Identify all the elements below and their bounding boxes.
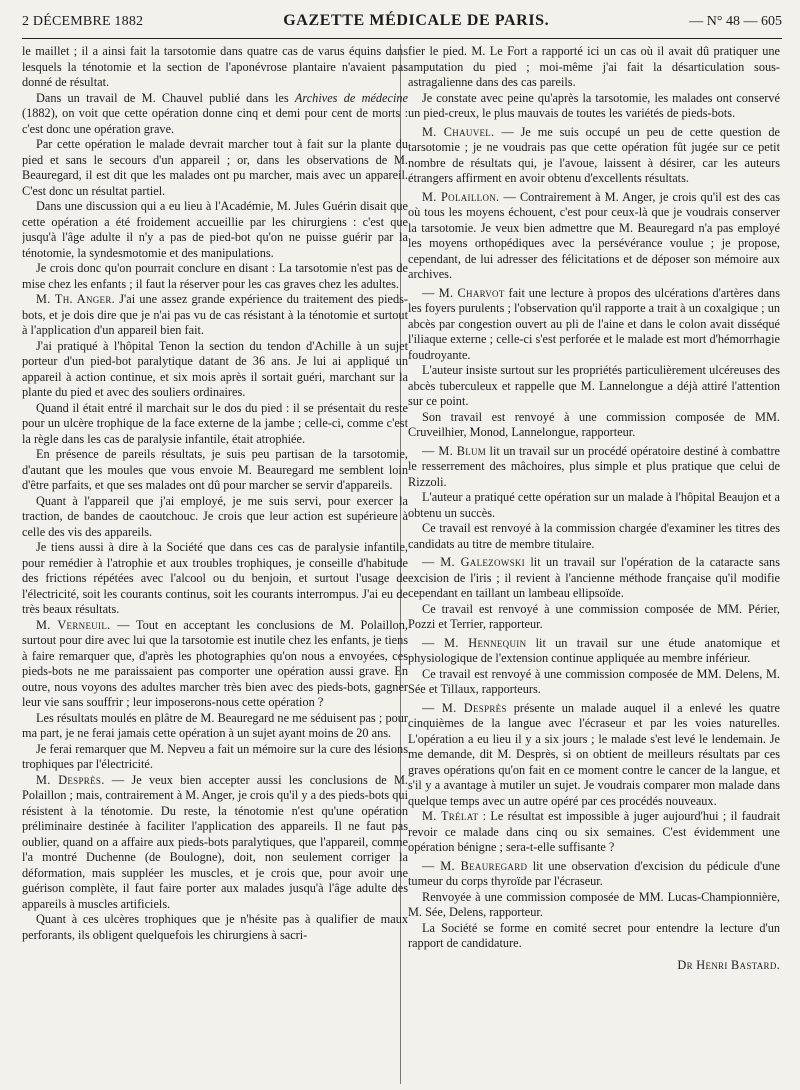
paragraph: Quand il était entré il marchait sur le dos du pied : il se présentait du reste pour un ulcère trophique de la face externe de la jambe ; celle-ci, comme c'est la règle dans les cas de paralysie infantile, était atrophiée. (22, 400, 408, 446)
text-run: J'ai une assez grande expérience du traitement des pieds-bots, et je dois dire que je n'ai pas vu de cas résistant à la ténotomie et surtout à l'application d'un appareil bien fait. (22, 292, 408, 337)
header-date: 2 DÉCEMBRE 1882 (22, 14, 144, 29)
paragraph: Les résultats moulés en plâtre de M. Beauregard ne me séduisent pas ; pour ma part, je ne ferai jamais cette opération à un sujet ayant moins de 20 ans. (22, 710, 408, 740)
text-run: lit un travail sur l'opération de la cataracte sans excision de l'iris ; il revient à l'ancienne méthode française qu'il modifie cependant en taillant un lambeau ellipsoïde. (408, 555, 780, 600)
page-header (22, 12, 782, 39)
paragraph: Je tiens aussi à dire à la Société que dans ces cas de paralysie infantile, pour remédier à l'atrophie et aux troubles trophiques, je conseille d'habitude des frictions répétées avec l'alcool ou du benjoin, et surtout l'usage de l'électricité, soit les courants continus, soit les courants interrompus. J'ai eu de très beaux résultats. (22, 540, 408, 616)
text-run: — Je veux bien accepter aussi les conclusions de M. Polaillon ; mais, contrairement à M. Anger, je crois qu'il y a des pieds-bots qui résistent à la ténotomie. Du reste, la ténotomie n'est qu'une opération préliminaire destinée à faciliter l'application des appareils. Il ne faut pas oublier, quand on a affaire aux pieds-bots paralytiques, que l'appareil, comme l'a montré Duchenne (de Boulogne), doit, non seulement corriger la déformation, mais suppléer les muscles, et je crois que, pour avoir une guérison complète, il faut faire porter aux malades jusqu'à l'âge adulte des appareils à muscles artificiels. (22, 772, 408, 911)
paragraph: La Société se forme en comité secret pour entendre la lecture d'un rapport de candidature. (408, 920, 780, 950)
paragraph (408, 636, 780, 667)
text-run: lit un travail sur un procédé opératoire destiné à combattre le resserrement des mâchoires, plus simple et plus pratique que celui de Rizzoli. (408, 443, 780, 489)
speaker-name: — M. Desprès (422, 700, 507, 715)
paragraph: Je crois donc qu'on pourrait conclure en disant : La tarsotomie n'est pas de mise chez les enfants ; il faut la réserver pour les cas graves chez les adultes. (22, 261, 408, 291)
speaker-name: M. Desprès. (36, 772, 105, 787)
paragraph: Quant à l'appareil que j'ai employé, je me suis servi, pour exercer la traction, de bandes de caoutchouc. Je crois que leur action est supérieure à celle des vis des appareils. (22, 493, 408, 539)
paragraph: Je constate avec peine qu'après la tarsotomie, les malades ont conservé un pied-creux, le plus mauvais de toutes les variétés de pieds-bots. (408, 90, 780, 120)
paragraph (22, 91, 408, 138)
speaker-name: — M. Beauregard (422, 858, 528, 873)
text-run: lit un travail sur une étude anatomique et physiologique de l'extension continue appliquée au membre inférieur. (408, 635, 780, 665)
speaker-name: M. Verneuil. (36, 617, 111, 632)
speaker-name: M. Chauvel. (422, 124, 495, 139)
paragraph (408, 190, 780, 283)
speaker-name: — M. Hennequin (422, 635, 527, 650)
text-run: Dans un travail de M. Chauvel publié dans les (36, 90, 295, 105)
paragraph: Ce travail est renvoyé à une commission composée de MM. Delens, M. Sée et Tillaux, rapporteurs. (408, 666, 780, 696)
speaker-name: — M. Blum (422, 443, 487, 458)
paragraph (22, 292, 408, 339)
text-run: — Je me suis occupé un peu de cette question de tarsotomie ; je ne voudrais pas que cette opération fût jugée sur ce petit nombre de résultats qui, je l'avoue, laissent à désirer, car les auteurs étrangers affirment en avoir obtenu d'excellents résultats. (408, 124, 780, 185)
paragraph: Par cette opération le malade devrait marcher tout à fait sur la plante du pied et sans le secours d'un appareil ; or, dans les observations de M. Beauregard, il est dit que les malades ont pu marcher, mais avec un appareil. C'est donc un résultat partiel. (22, 137, 408, 198)
paragraph: En présence de pareils résultats, je suis peu partisan de la tarsotomie, d'autant que les moules que vous envoie M. Beauregard me semblent loin d'être parfaits, et que ses malades ont dû pour marcher se servir d'appareils. (22, 447, 408, 492)
text-run: lit une observation d'excision du pédicule d'une tumeur du corps thyroïde par l'écraseur. (408, 858, 780, 888)
speaker-name: M. Trélat (422, 809, 479, 823)
issue-page-number: — N° 48 — 605 (689, 14, 782, 29)
author-signature: Dr Henri Bastard. (677, 957, 780, 972)
paragraph: Ce travail est renvoyé à la commission chargée d'examiner les titres des candidats au titre de membre titulaire. (408, 521, 780, 551)
paragraph: Je ferai remarquer que M. Nepveu a fait un mémoire sur la cure des lésions trophiques par l'électricité. (22, 741, 408, 771)
right-column (408, 44, 780, 1084)
paragraph (408, 286, 780, 364)
paragraph: L'auteur insiste surtout sur les propriétés particulièrement ulcéreuses des abcès tuberculeux et rappelle que M. Lannelongue a déjà attiré l'attention sur ce point. (408, 363, 780, 408)
text-run: — Contrairement à M. Anger, je crois qu'il est des cas où tous les moyens échouent, c'est pour ceux-là que je voudrais conserver la tarsotomie. Je veux bien admettre que M. Beauregard n'a pas employé les moyens orthopédiques avec la persévérance voulue ; je propose, cependant, de lui adresser des félicitations et de déposer son mémoire aux archives. (408, 189, 780, 281)
speaker-name: M. Th. Anger. (36, 292, 116, 306)
journal-name: Archives de médecine (294, 90, 408, 105)
speaker-name: — M. Galezowski (422, 555, 525, 569)
paragraph: Dans une discussion qui a eu lieu à l'Académie, M. Jules Guérin disait que cette opération a été froidement accueillie par les chirurgiens : c'est que jusqu'à l'âge adulte il n'y a pas de pied-bot qu'on ne puisse guérir par la ténotomie, la syndesmotomie et des manipulations. (22, 199, 408, 260)
paragraph: le maillet ; il a ainsi fait la tarsotomie dans quatre cas de varus équins dans lesquels la ténotomie et la section de l'aponévrose plantaire n'avaient pas donné de résultat. (22, 44, 408, 89)
speaker-name: — M. Charvot (422, 285, 505, 300)
paragraph (408, 444, 780, 491)
paragraph: Son travail est renvoyé à une commission composée de MM. Cruveilhier, Monod, Lannelongue, rapporteur. (408, 409, 780, 439)
speaker-name: M. Polaillon. (422, 189, 500, 204)
text-run: présente un malade auquel il a enlevé les quatre cinquièmes de la langue avec l'écraseur et par les voies naturelles. L'opération a eu lieu il y a six jours ; le malade s'est levé le lendemain. Je me demande, dit M. Desprès, si on obtient de meilleurs résultats par ces graves opérations qu'on fait en ce moment contre le cancer de la langue, et s'il y a avantage à mutiler un sujet. Je voudrais comparer mon malade dans quelque temps avec un autre opéré par ces procédés nouveaux. (408, 700, 780, 808)
paragraph: Ce travail est renvoyé à une commission composée de MM. Périer, Pozzi et Terrier, rapporteur. (408, 601, 780, 631)
left-column (22, 44, 408, 1084)
paragraph: J'ai pratiqué à l'hôpital Tenon la section du tendon d'Achille à un sujet porteur d'un pied-bot paralytique datant de 36 ans. Je lui ai appliqué un appareil à action continue, et six mois après il sortait guéri, marchant sur la plante du pied et avec des souliers ordinaires. (22, 338, 408, 399)
paragraph (408, 701, 780, 810)
paragraph (408, 125, 780, 187)
paragraph: fier le pied. M. Le Fort a rapporté ici un cas où il avait dû pratiquer une amputation du pied ; moi-même j'ai fait la désarticulation sous-astragalienne dans des cas pareils. (408, 44, 780, 89)
text-run: fait une lecture à propos des ulcérations d'artères dans les foyers purulents ; l'observation qu'il rapporte a trait à un coxalgique ; un abcès par congestion ouvert au pli de l'aine et dans le colon avait disséqué l'iliaque externe ; celle-ci s'est perforée et le malade est mort d'hémorrhagie foudroyante. (408, 285, 780, 362)
text-run: — Tout en acceptant les conclusions de M. Polaillon, surtout pour dire avec lui que la tarsotomie est inutile chez les enfants, je tiens à faire remarquer que, d'après les photographies qu'on nous a envoyées, ces pieds-bots ne me paraissaient pas comporter une opération aussi grave. En outre, nous voyons des adultes marcher très bien avec des pieds-bots, gagner leur vie sans souffrir ; leur imposerons-nous cette opération ? (22, 617, 408, 709)
paragraph (22, 618, 408, 711)
paragraph (22, 773, 408, 913)
journal-title: GAZETTE MÉDICALE DE PARIS. (283, 12, 550, 29)
paragraph: L'auteur a pratiqué cette opération sur un malade à l'hôpital Beaujon et a obtenu un succès. (408, 490, 780, 520)
paragraph (408, 809, 780, 856)
text-run: (1882), on voit que cette opération donne cinq et demi pour cent de morts : c'est donc une opération grave. (22, 106, 408, 136)
paragraph (408, 859, 780, 890)
paragraph: Renvoyée à une commission composée de MM. Lucas-Championnière, M. Sée, Delens, rapporteur. (408, 889, 780, 919)
text-run: : Le résultat est impossible à juger aujourd'hui ; il faudrait revoir ce malade dans cinq ou six semaines. C'est évidemment une opération bénigne ; sera-t-elle suffisante ? (408, 809, 780, 854)
paragraph (408, 555, 780, 602)
paragraph: Quant à ces ulcères trophiques que je n'hésite pas à qualifier de maux perforants, ils obligent quelquefois les chirurgiens à sacri- (22, 912, 408, 942)
